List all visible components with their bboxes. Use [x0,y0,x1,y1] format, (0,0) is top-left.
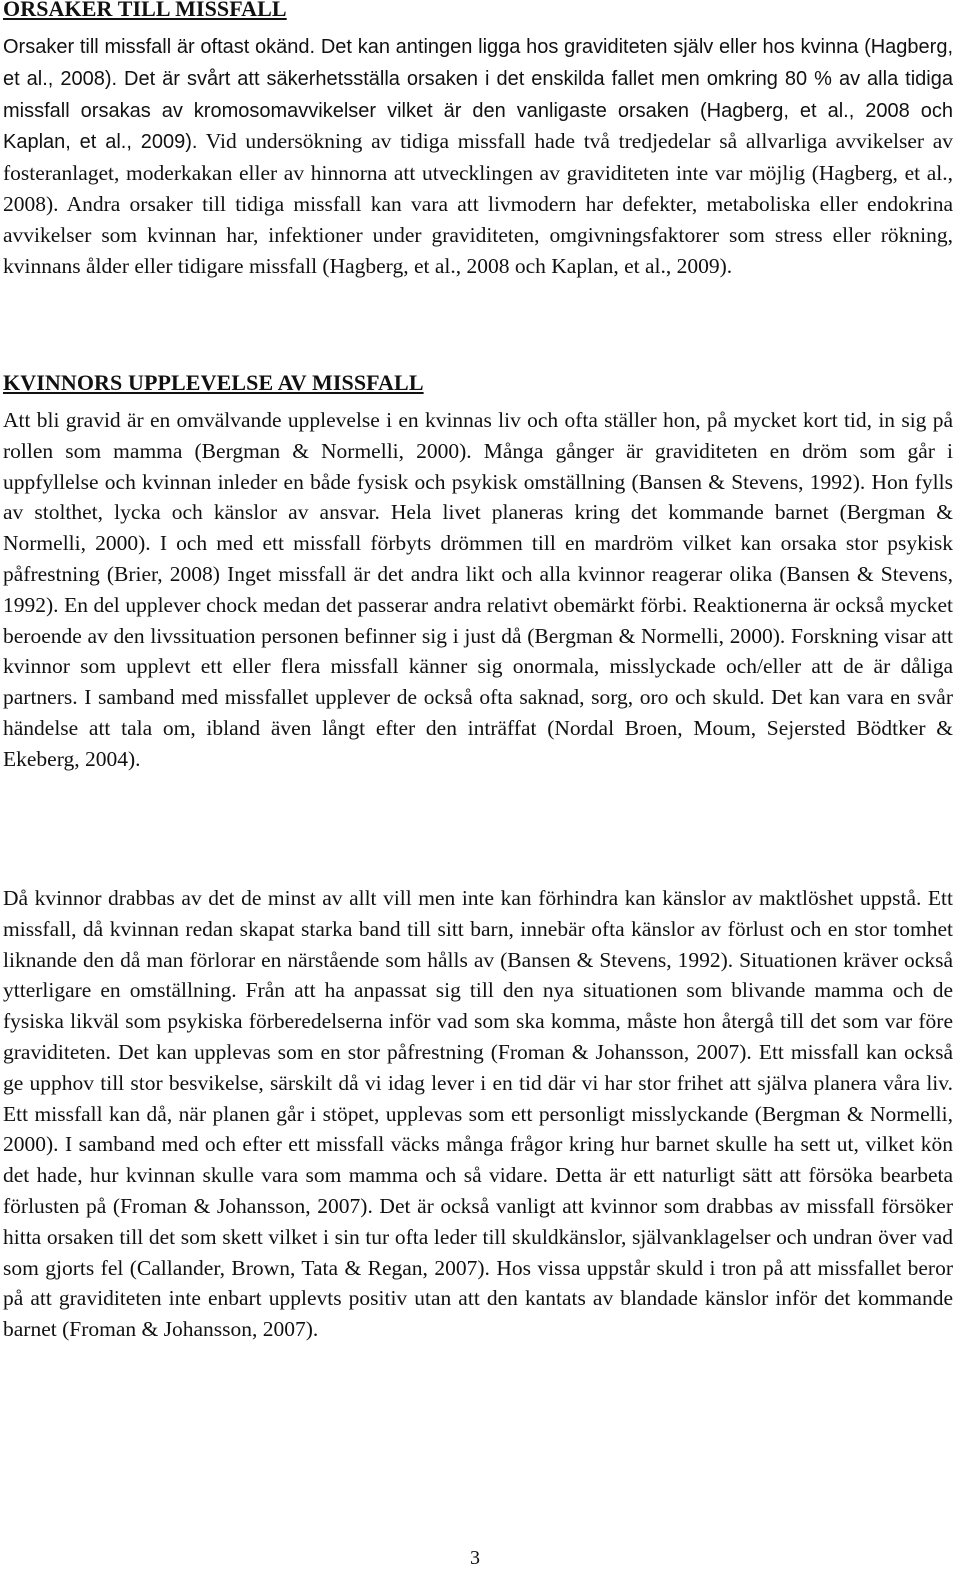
paragraph-causes [3,31,953,281]
section-heading-experience: KVINNORS UPPLEVELSE AV MISSFALL [3,370,424,395]
paragraph-causes-serif-run: Vid undersökning av tidiga missfall hade två tredjedelar så allvarliga avvikelser av fosteranlaget, moderkakan eller av hinnorna att utvecklingen av graviditeten inte var möjlig (Hagberg, et al., 2008). Andra orsaker till tidiga missfall kan vara att livmodern har defekter, metaboliska eller endokrina avvikelser som kvinnan har, infektioner under graviditeten, omgivningsfaktorer som stress eller rökning, kvinnans ålder eller tidigare missfall (Hagberg, et al., 2008 och Kaplan, et al., 2009). [3,129,953,278]
page-number: 3 [470,1547,480,1569]
section-heading-causes: ORSAKER TILL MISSFALL [3,0,287,21]
paragraph-causes-sans-run: Orsaker till missfall är oftast okänd. Det kan antingen ligga hos graviditeten själv eller hos kvinna (Hagberg, et al., 2008). Det är svårt att säkerhetsställa orsaken i det enskilda fallet men omkring 80 % av alla tidiga missfall orsakas av kromosomavvikelser vilket är den vanligaste orsaken (Hagberg, et al., 2008 och Kaplan, et al., 2009). [3,36,953,154]
paragraph-experience-1: Att bli gravid är en omvälvande upplevelse i en kvinnas liv och ofta ställer hon, på mycket kort tid, in sig på rollen som mamma (Bergman & Normelli, 2000). Många gånger är graviditeten en dröm som går i uppfyllelse och kvinnan inleder en både fysisk och psykisk omställning (Bansen & Stevens, 1992). Hon fylls av stolthet, lycka och känslor av ansvar. Hela livet planeras kring det kommande barnet (Bergman & Normelli, 2000). I och med ett missfall förbyts drömmen till en mardröm vilket kan orsaka stor psykisk påfrestning (Brier, 2008) Inget missfall är det andra likt och alla kvinnor reagerar olika (Bansen & Stevens, 1992). En del upplever chock medan det passerar andra relativt obemärkt förbi. Reaktionerna är också mycket beroende av den livssituation personen befinner sig i just då (Bergman & Normelli, 2000). Forskning visar att kvinnor som upplevt ett eller flera missfall känner sig onormala, misslyckade och/eller att de är dåliga partners. I samband med missfallet upplever de också ofta saknad, sorg, oro och skuld. Det kan vara en svår händelse att tala om, ibland även långt efter den inträffat (Nordal Broen, Moum, Sejersted Bödtker & Ekeberg, 2004). [3,408,953,771]
paragraph-experience-2: Då kvinnor drabbas av det de minst av allt vill men inte kan förhindra kan känslor av maktlöshet uppstå. Ett missfall, då kvinnan redan skapat starka band till sitt barn, innebär ofta känslor av förlust och en stor tomhet liknande den då man förlorar en närstående som hålls av (Bansen & Stevens, 1992). Situationen kräver också ytterligare en omställning. Från att ha anpassat sig till den nya situationen som blivande mamma och de fysiska likväl som psykiska förberedelserna inför vad som ska komma, måste hon återgå till det som var före graviditeten. Det kan upplevas som en stor påfrestning (Froman & Johansson, 2007). Ett missfall kan också ge upphov till stor besvikelse, särskilt då vi idag lever i en tid där vi har stor frihet att själva planera våra liv. Ett missfall kan då, när planen går i stöpet, upplevas som ett personligt misslyckande (Bergman & Normelli, 2000). I samband med och efter ett missfall väcks många frågor kring hur barnet skulle ha sett ut, vilket kön det hade, hur kvinnan skulle vara som mamma och så vidare. Detta är ett naturligt sätt att försöka bearbeta förlusten på (Froman & Johansson, 2007). Det är också vanligt att kvinnor som drabbas av missfall försöker hitta orsaken till det som skett vilket i sin tur ofta leder till skuldkänslor, självanklagelser och undran över vad som gjorts fel (Callander, Brown, Tata & Regan, 2007). Hos vissa uppstår skuld i tron på att missfallet beror på att graviditeten inte enbart upplevts positiv utan att den kantats av blandade känslor inför det kommande barnet (Froman & Johansson, 2007). [3,886,953,1342]
